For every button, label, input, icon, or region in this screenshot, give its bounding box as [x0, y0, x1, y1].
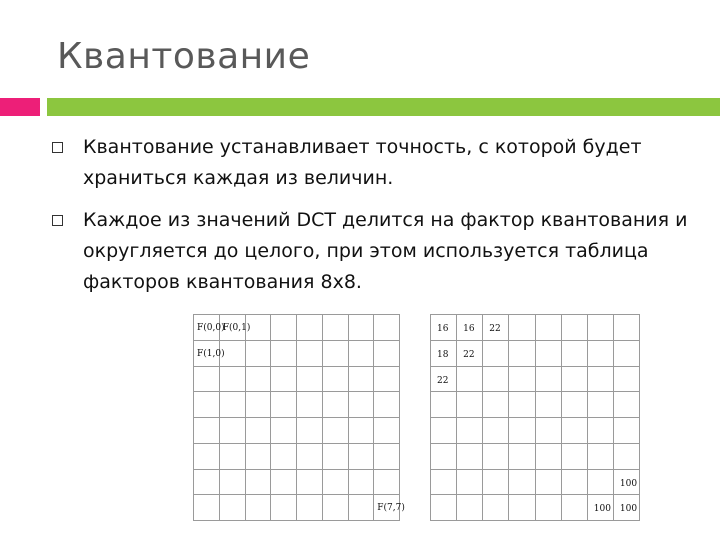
grid-cell — [509, 392, 535, 418]
grid-cell — [322, 315, 348, 341]
grid-cell — [457, 366, 483, 392]
cell-value: 100 — [619, 478, 638, 489]
grid-cell — [587, 366, 613, 392]
grid-cell — [431, 340, 457, 366]
grid-cell — [587, 315, 613, 341]
grid-cell — [297, 340, 323, 366]
cell-value: 18 — [437, 349, 449, 360]
grid-cell — [483, 315, 509, 341]
grid-cell — [219, 315, 251, 341]
grid-cell — [245, 366, 271, 392]
grid-cell — [587, 443, 613, 469]
grid-cell — [457, 315, 483, 341]
grid-cell — [613, 315, 639, 341]
grid-cell — [245, 315, 271, 341]
grid-cell — [561, 392, 587, 418]
grid-cell — [322, 418, 348, 444]
grid-cell — [457, 495, 483, 521]
grid-cell — [509, 315, 535, 341]
grid-cell — [509, 366, 535, 392]
grid-cell — [297, 366, 323, 392]
grid-cell — [271, 315, 297, 341]
grid-cell — [348, 315, 374, 341]
grid-cell — [194, 340, 225, 366]
grid-cell — [535, 392, 561, 418]
grid-cell — [587, 392, 613, 418]
grid-cell — [457, 443, 483, 469]
grid-cell — [509, 469, 535, 495]
grid-cell — [374, 392, 400, 418]
grid-cell — [271, 469, 297, 495]
grid-cell — [297, 392, 323, 418]
dct-coefficient-grid — [193, 314, 405, 521]
grid-cell — [271, 418, 297, 444]
grid-cell — [271, 340, 297, 366]
grid-cell — [374, 443, 400, 469]
grid-cell — [535, 315, 561, 341]
grid-cell — [431, 469, 457, 495]
accent-bar-pink — [0, 98, 40, 116]
grid-cell — [348, 340, 374, 366]
grid-cell — [374, 315, 400, 341]
grid-cell — [322, 495, 348, 521]
bullet-text: Каждое из значений DCT делится на фактор квантования и округляется до целого, при этом используется таблица факторов квантования 8х8. — [83, 209, 688, 293]
grid-cell — [194, 469, 220, 495]
cell-value: 22 — [489, 324, 501, 334]
grid-cell — [194, 366, 220, 392]
grid-cell — [431, 392, 457, 418]
grid-cell — [561, 315, 587, 341]
cell-value: 22 — [437, 375, 449, 386]
grid-cell — [561, 418, 587, 444]
grid-cell — [194, 418, 220, 444]
grid-cell — [561, 366, 587, 392]
grid-cell — [431, 366, 457, 392]
grid-cell — [509, 443, 535, 469]
grid-cell — [587, 418, 613, 444]
grid-cell — [374, 469, 400, 495]
grid-cell — [613, 469, 639, 495]
bullet-item — [50, 205, 700, 298]
grid-cell — [613, 366, 639, 392]
grid-cell — [509, 418, 535, 444]
grid-cell — [297, 418, 323, 444]
grid-cell — [535, 418, 561, 444]
grid-cell — [483, 340, 509, 366]
grid-cell — [271, 366, 297, 392]
grid-cell — [297, 443, 323, 469]
grid-cell — [613, 418, 639, 444]
grid-cell — [194, 443, 220, 469]
grid-cell — [374, 340, 400, 366]
grid-cell — [561, 443, 587, 469]
grid-cell — [535, 340, 561, 366]
grid-cell — [483, 418, 509, 444]
grid-cell — [561, 340, 587, 366]
cell-label: F(0,0) — [197, 323, 225, 333]
grid-cell — [245, 443, 271, 469]
grid-cell — [322, 392, 348, 418]
grid-cell — [245, 392, 271, 418]
grid-cell — [483, 443, 509, 469]
grid-cell — [374, 495, 405, 521]
grid-cell — [431, 495, 457, 521]
grid-cell — [219, 340, 245, 366]
grid-cell — [431, 315, 457, 341]
grid-cell — [348, 469, 374, 495]
slide-title: Квантование — [57, 36, 311, 77]
grid-cell — [613, 495, 639, 521]
grid-cell — [457, 392, 483, 418]
grid-cell — [322, 469, 348, 495]
cell-label: F(1,0) — [197, 348, 225, 359]
grid-cell — [245, 495, 271, 521]
grid-cell — [194, 495, 220, 521]
grid-cell — [613, 392, 639, 418]
grid-cell — [219, 469, 245, 495]
grid-cell — [483, 469, 509, 495]
grid-cell — [297, 495, 323, 521]
grid-cell — [271, 495, 297, 521]
hollow-square-icon — [52, 215, 63, 226]
grid-cell — [509, 495, 535, 521]
cell-value: 22 — [463, 349, 475, 360]
grid-cell — [483, 392, 509, 418]
grid-cell — [297, 469, 323, 495]
grid-cell — [271, 443, 297, 469]
accent-bar-green — [47, 98, 720, 116]
hollow-square-icon — [52, 142, 63, 153]
grid-cell — [245, 418, 271, 444]
grid-cell — [219, 495, 245, 521]
cell-label: F(0,1) — [222, 323, 251, 333]
grid-cell — [194, 392, 220, 418]
grid-cell — [587, 469, 613, 495]
cell-label: F(7,7) — [377, 503, 405, 514]
grid-cell — [245, 469, 271, 495]
grid-cell — [431, 418, 457, 444]
grid-cell — [348, 443, 374, 469]
grid-cell — [348, 418, 374, 444]
cell-value: 100 — [593, 504, 611, 515]
grid-cell — [613, 443, 639, 469]
grid-cell — [348, 495, 374, 521]
grid-cell — [219, 418, 245, 444]
grid-cell — [587, 495, 613, 521]
grid-cell — [457, 418, 483, 444]
grid-cell — [457, 469, 483, 495]
grid-cell — [431, 443, 457, 469]
cell-value: 16 — [463, 324, 475, 334]
grid-cell — [271, 392, 297, 418]
grid-cell — [374, 418, 400, 444]
cell-value: 100 — [619, 504, 638, 515]
grid-cell — [535, 495, 561, 521]
bullet-text: Квантование устанавливает точность, с которой будет храниться каждая из величин. — [83, 136, 642, 189]
grid-cell — [483, 366, 509, 392]
grid-cell — [535, 366, 561, 392]
grid-cell — [535, 443, 561, 469]
bullet-item — [50, 132, 700, 194]
grid-cell — [587, 340, 613, 366]
cell-value: 16 — [437, 324, 449, 334]
grid-cell — [374, 366, 400, 392]
grid-cell — [561, 495, 587, 521]
grid-cell — [561, 469, 587, 495]
grid-cell — [297, 315, 323, 341]
grid-cell — [457, 340, 483, 366]
grid-cell — [219, 443, 245, 469]
quantization-factor-grid — [430, 314, 640, 521]
grid-cell — [348, 392, 374, 418]
grid-cell — [322, 443, 348, 469]
grid-cell — [245, 340, 271, 366]
grid-cell — [322, 366, 348, 392]
grid-cell — [322, 340, 348, 366]
grid-cell — [194, 315, 225, 341]
bullet-list — [50, 132, 700, 309]
grid-cell — [509, 340, 535, 366]
grid-cell — [219, 366, 245, 392]
grid-cell — [483, 495, 509, 521]
grid-cell — [219, 392, 245, 418]
grid-cell — [535, 469, 561, 495]
grid-cell — [613, 340, 639, 366]
grid-cell — [348, 366, 374, 392]
